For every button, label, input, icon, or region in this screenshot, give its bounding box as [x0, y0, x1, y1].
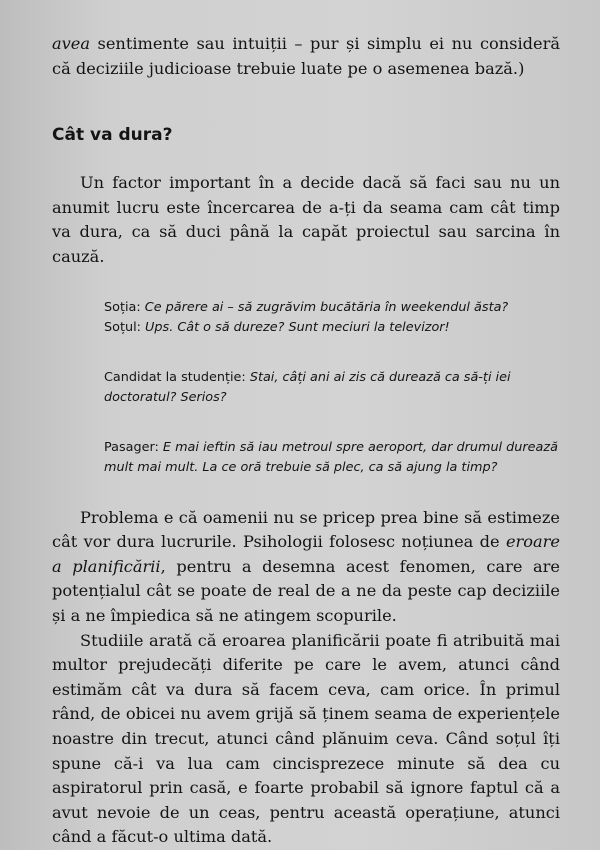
dialogue-speaker: Soția:	[104, 299, 141, 315]
dialogue-line	[104, 368, 574, 408]
intro-italic-word: avea	[52, 34, 91, 53]
paragraph-2-before: Problema e că oamenii nu se pricep prea bine să estimeze cât vor dura lucrurile. Psihologii folosesc noțiunea de	[52, 507, 560, 552]
dialogue-speaker: Pasager:	[104, 439, 159, 455]
dialogue-text: E mai ieftin să iau metroul spre aeroport, dar drumul durează mult mai mult. La ce oră trebuie să plec, ca să ajung la timp?	[104, 439, 558, 475]
paragraph-3: Studiile arată că eroarea planificării poate fi atribuită mai multor prejudecăți diferite pe care le avem, atunci când estimăm cât va dura să facem ceva, cam orice. În primul rând, de obicei nu avem grijă să ținem seama de experiențele noastre din trecut, atunci când plănuim ceva. Când soțul îți spune că-i va lua cam cincisprezece minute să dea cu aspiratorul prin casă, e foarte probabil să ignore faptul că a avut nevoie de un ceas, pentru această operațiune, atunci când a făcut-o ultima dată.	[52, 630, 560, 847]
dialogue-text: Stai, câți ani ai zis că durează ca să-ți iei doctoratul? Serios?	[104, 369, 511, 405]
intro-text: sentimente sau intuiții – pur și simplu ei nu consideră că deciziile judicioase trebuie luate pe o asemenea bază.)	[52, 34, 560, 78]
dialogue-speaker: Candidat la studenție:	[104, 369, 246, 385]
dialogue-speaker: Soțul:	[104, 319, 141, 335]
dialogue-text: Ce părere ai – să zugrăvim bucătăria în weekendul ăsta?	[144, 299, 509, 315]
dialogue-block	[104, 298, 574, 478]
paragraph-2	[52, 506, 560, 629]
paragraph-1: Un factor important în a decide dacă să faci sau nu un anumit lucru este încercarea de a-ți da seama cam cât timp va dura, ca să duci până la capăt proiectul sau sarcina în cauză.	[52, 173, 560, 266]
dialogue-line	[104, 298, 574, 318]
planning-fallacy-term: eroare a planificării	[52, 532, 560, 576]
paragraph-2-after: , pentru a desemna acest fenomen, care are potențialul cât se poate de real de a ne da peste cap deciziile și a ne împiedica să ne atingem scopurile.	[52, 556, 560, 625]
dialogue-text: Ups. Cât o să dureze? Sunt meciuri la televizor!	[145, 319, 450, 335]
dialogue-line	[104, 318, 574, 338]
section-heading: Cât va dura?	[52, 125, 173, 146]
intro-paragraph	[52, 32, 560, 81]
dialogue-line	[104, 438, 574, 478]
